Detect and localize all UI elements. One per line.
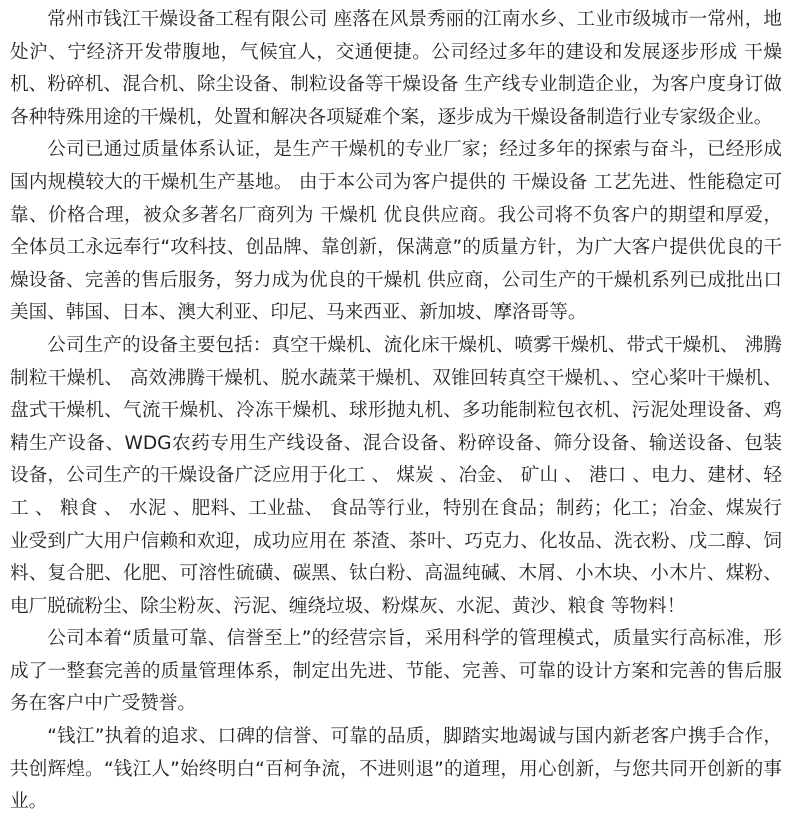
paragraph-closing: “钱江”执着的追求、口碑的信誉、可靠的品质，脚踏实地竭诚与国内新老客户携手合作，共创辉煌。“钱江人”始终明白“百柯争流，不进则退”的道理，用心创新，与您共同开创新的事业。 <box>10 726 782 813</box>
company-profile-document <box>10 4 782 819</box>
paragraph-company-intro: 常州市钱江干燥设备工程有限公司 座落在风景秀丽的江南水乡、工业市级城市一常州，地处沪、宁经济开发带腹地，气候宜人，交通便捷。公司经过多年的建设和发展逐步形成 干燥机、粉碎机、混合机、除尘设备、制粒设备等干燥设备 生产线专业制造企业，为客户度身订做各种特殊用途的干燥机，处置和解决各项疑难个案，逐步成为干燥设备制造行业专家级企业。 <box>10 9 782 128</box>
paragraph-product-range: 公司生产的设备主要包括：真空干燥机、流化床干燥机、喷雾干燥机、带式干燥机、 沸腾制粒干燥机、 高效沸腾干燥机、脱水蔬菜干燥机、双锥回转真空干燥机、、空心桨叶干燥机、盘式干燥机、气流干燥机、冷冻干燥机、球形抛丸机、多功能制粒包衣机、污泥处理设备、鸡精生产设备、WDG农药专用生产线设备、混合设备、粉碎设备、筛分设备、输送设备、包装设备，公司生产的干燥设备广泛应用于化工 、 煤炭 、冶金、 矿山 、 港口 、电力、建材、轻工 、 粮食 、 水泥 、肥料、工业盐、 食品等行业，特别在食品；制药；化工；冶金、煤炭行业受到广大用户信赖和欢迎，成功应用在 茶渣、茶叶、巧克力、化妆品、洗衣粉、戊二醇、饲料、复合肥、化肥、可溶性硫磺、碳黑、钛白粉、高温纯碱、木屑、小木块、小木片、煤粉、电厂脱硫粉尘、除尘粉灰、污泥、缠绕垃圾、粉煤灰、水泥、黄沙、粮食 等物料！ <box>10 334 782 617</box>
paragraph-certification: 公司已通过质量体系认证，是生产干燥机的专业厂家；经过多年的探索与奋斗，已经形成国内规模较大的干燥机生产基地。 由于本公司为客户提供的 干燥设备 工艺先进、性能稳定可靠、价格合理，被众多著名厂商列为 干燥机 优良供应商。我公司将不负客户的期望和厚爱，全体员工永远奉行“攻科技、创品牌、靠创新，保满意”的质量方针，为广大客户提供优良的干燥设备、完善的售后服务，努力成为优良的干燥机 供应商，公司生产的干燥机系列已成批出口美国、韩国、日本、澳大利亚、印尼、马来西亚、新加坡、摩洛哥等。 <box>10 139 782 324</box>
paragraph-quality-policy: 公司本着“质量可靠、信誉至上”的经营宗旨，采用科学的管理模式，质量实行高标准，形成了一整套完善的质量管理体系，制定出先进、节能、完善、可靠的设计方案和完善的售后服务在客户中广受赞誉。 <box>10 628 782 715</box>
